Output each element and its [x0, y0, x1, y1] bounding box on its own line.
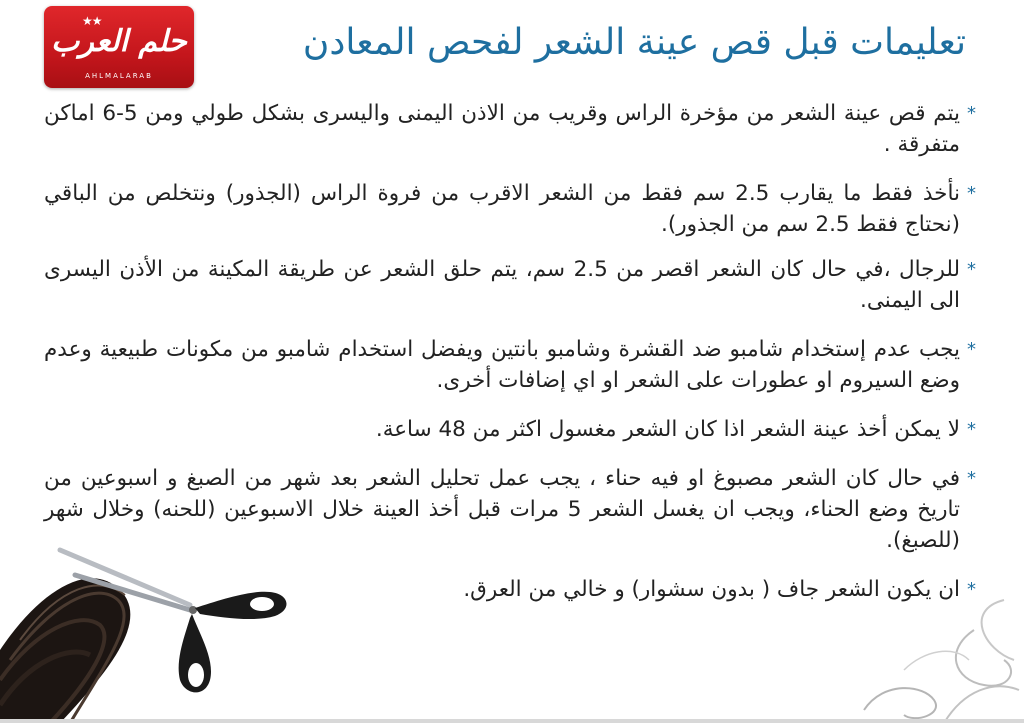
list-item — [44, 98, 974, 160]
stars-icon: ★★ — [82, 14, 102, 28]
list-item-text: يجب عدم إستخدام شامبو ضد القشرة وشامبو بانتين ويفضل استخدام شامبو من مكونات طبيعية وعدم وضع السيروم او عطورات على الشعر او اي إضافات أخرى. — [44, 337, 960, 393]
bullet-icon: * — [967, 103, 976, 124]
list-item — [44, 178, 974, 240]
list-item-text: للرجال ،في حال كان الشعر اقصر من 2.5 سم، يتم حلق الشعر عن طريقة المكينة من الأذن اليسرى الى اليمنى. — [44, 257, 960, 313]
list-item — [44, 334, 974, 396]
page-title: تعليمات قبل قص عينة الشعر لفحص المعادن — [302, 22, 966, 63]
list-item — [44, 254, 974, 316]
logo-subtitle: AHLMALARAB — [85, 72, 153, 80]
bullet-icon: * — [967, 419, 976, 440]
list-item-text: في حال كان الشعر مصبوغ او فيه حناء ، يجب عمل تحليل الشعر بعد شهر من الصبغ و اسبوعين من تاريخ وضع الحناء، ويجب ان يغسل الشعر 5 مرات قبل أخذ العينة خلال الاسبوعين (للحنه) وخلال شهر (للصبغ). — [44, 466, 960, 553]
list-item — [44, 414, 974, 445]
brand-logo — [44, 6, 194, 88]
decorative-swirl-icon — [844, 590, 1024, 723]
list-item-text: لا يمكن أخذ عينة الشعر اذا كان الشعر مغسول اكثر من 48 ساعة. — [375, 417, 960, 442]
hair-strand-icon — [0, 578, 130, 723]
hair-scissors-illustration — [0, 530, 310, 723]
bullet-icon: * — [967, 468, 976, 489]
logo-text: حلم العرب — [51, 24, 187, 59]
bullet-icon: * — [967, 183, 976, 204]
list-item-text: يتم قص عينة الشعر من مؤخرة الراس وقريب من الاذن اليمنى واليسرى بشكل طولي ومن 5-6 اماكن متفرقة . — [44, 101, 961, 157]
bullet-icon: * — [967, 339, 976, 360]
bullet-icon: * — [967, 579, 976, 600]
bullet-icon: * — [967, 259, 976, 280]
list-item-text: نأخذ فقط ما يقارب 2.5 سم فقط من الشعر الاقرب من فروة الراس (الجذور) ونتخلص من الباقي (نحتاج فقط 2.5 سم من الجذور). — [44, 181, 960, 237]
list-item-text: ان يكون الشعر جاف ( بدون سشوار) و خالي من العرق. — [463, 577, 960, 602]
bottom-divider — [0, 719, 1024, 723]
